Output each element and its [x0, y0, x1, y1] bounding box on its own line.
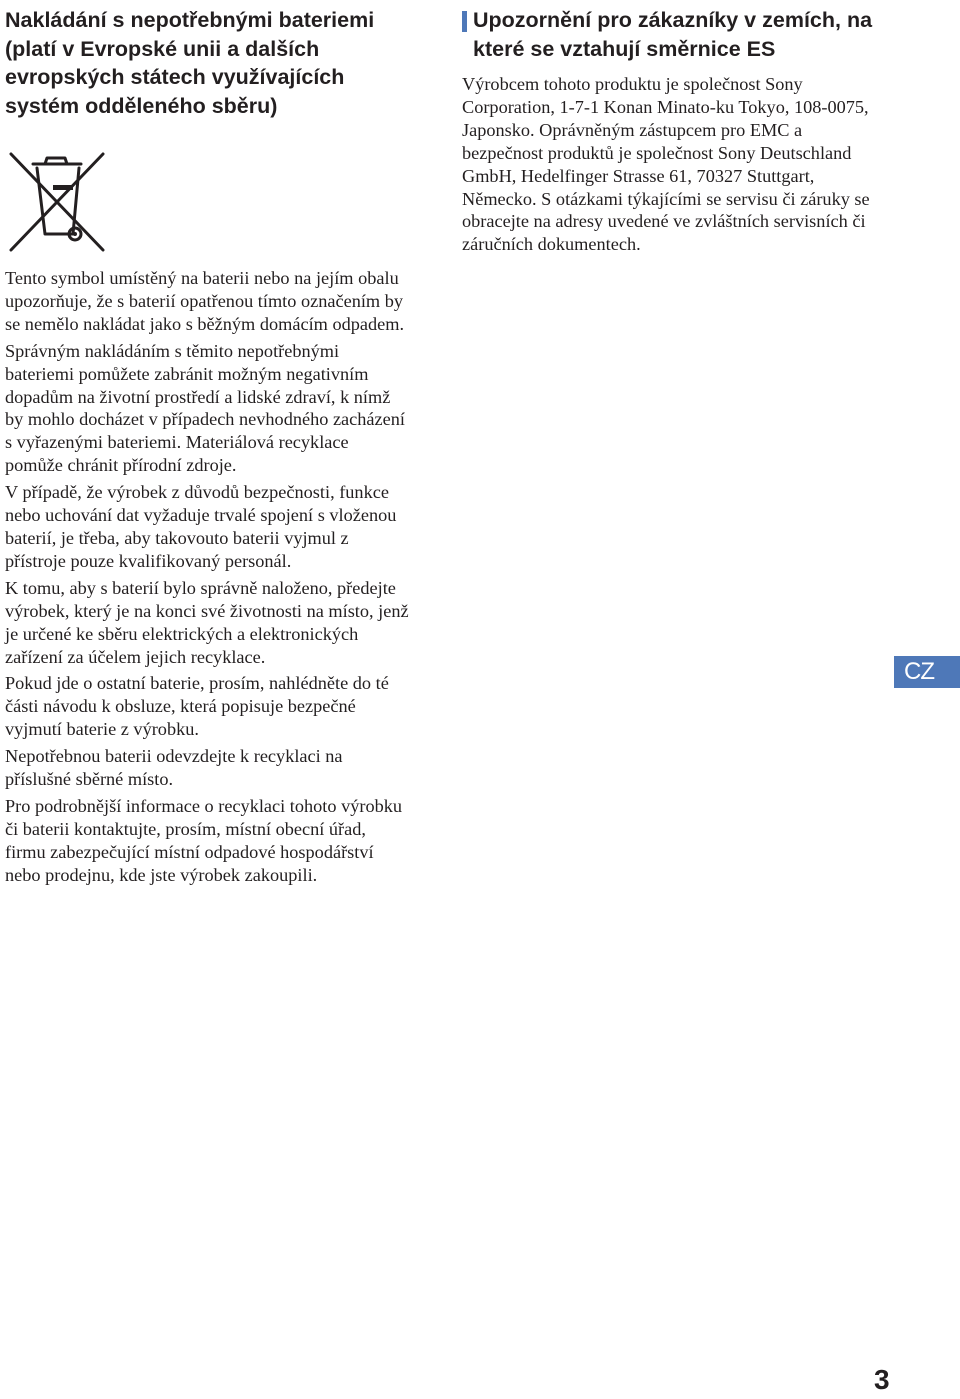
- paragraph: V případě, že výrobek z důvodů bezpečnosti, funkce nebo uchování dat vyžaduje trvalé spojení s vloženou baterií, je třeba, aby takovouto baterii vyjmul z přístroje pouze kvalifikovaný personál.: [5, 482, 397, 571]
- paragraph: Pro podrobnější informace o recyklaci tohoto výrobku či baterii kontaktujte, prosím, místní obecní úřad, firmu zabezpečující místní odpadové hospodářství nebo prodejnu, kde jste výrobek zakoupili.: [5, 795, 403, 885]
- paragraph: K tomu, aby s baterií bylo správně naloženo, předejte výrobek, který je na konci své životnosti na místo, jenž je určené ke sběru elektrických a elektronických zařízení za účelem jejich recyklace.: [5, 577, 409, 667]
- battery-disposal-section: [5, 6, 410, 891]
- paragraph: Tento symbol umístěný na baterii nebo na jejím obalu upozorňuje, že s baterií opatřenou tímto označením by se nemělo nakládat jako s běžným domácím odpadem.: [5, 268, 405, 334]
- page-number: 3: [874, 1364, 890, 1395]
- battery-disposal-heading: Nakládání s nepotřebnými bateriemi (platí v Evropské unii a dalších evropských státech využívajících systém odděleného sběru): [5, 8, 375, 118]
- eu-customers-notice-body: [462, 73, 882, 256]
- paragraph: Pokud jde o ostatní baterie, prosím, nahlédněte do té části návodu k obsluze, která popisuje bezpečné vyjmutí baterie z výrobku.: [5, 673, 389, 740]
- paragraph: Výrobcem tohoto produktu je společnost Sony Corporation, 1-7-1 Konan Minato-ku Tokyo, 108-0075, Japonsko. Oprávněným zástupcem pro EMC a bezpečnost produktů je společnost Sony Deutschland GmbH, Hedelfinger Strasse 61, 70327 Stuttgart, Německo. S otázkami týkajícími se servisu či záruky se obracejte na adresy uvedené ve zvláštních servisních či záručních dokumentech.: [462, 74, 870, 255]
- paragraph: Správným nakládáním s těmito nepotřebnými bateriemi pomůžete zabránit možným negativním dopadům na životní prostředí a lidské zdraví, k nímž by mohlo docházet v případech nevhodného zacházení s vyřazenými bateriemi. Materiálová recyklace pomůže chránit přírodní zdroje.: [5, 340, 405, 476]
- eu-customers-notice-heading: Upozornění pro zákazníky v zemích, na které se vztahují směrnice ES: [473, 8, 873, 61]
- heading-accent-bar: [462, 11, 467, 32]
- section-heading-wrap: [462, 6, 882, 63]
- battery-disposal-body: [5, 267, 410, 887]
- language-tab: CZ: [894, 656, 960, 688]
- crossed-out-wheeled-bin-icon: [5, 148, 109, 258]
- eu-customers-notice-section: [462, 6, 882, 260]
- paragraph: Nepotřebnou baterii odevzdejte k recyklaci na příslušné sběrné místo.: [5, 746, 343, 790]
